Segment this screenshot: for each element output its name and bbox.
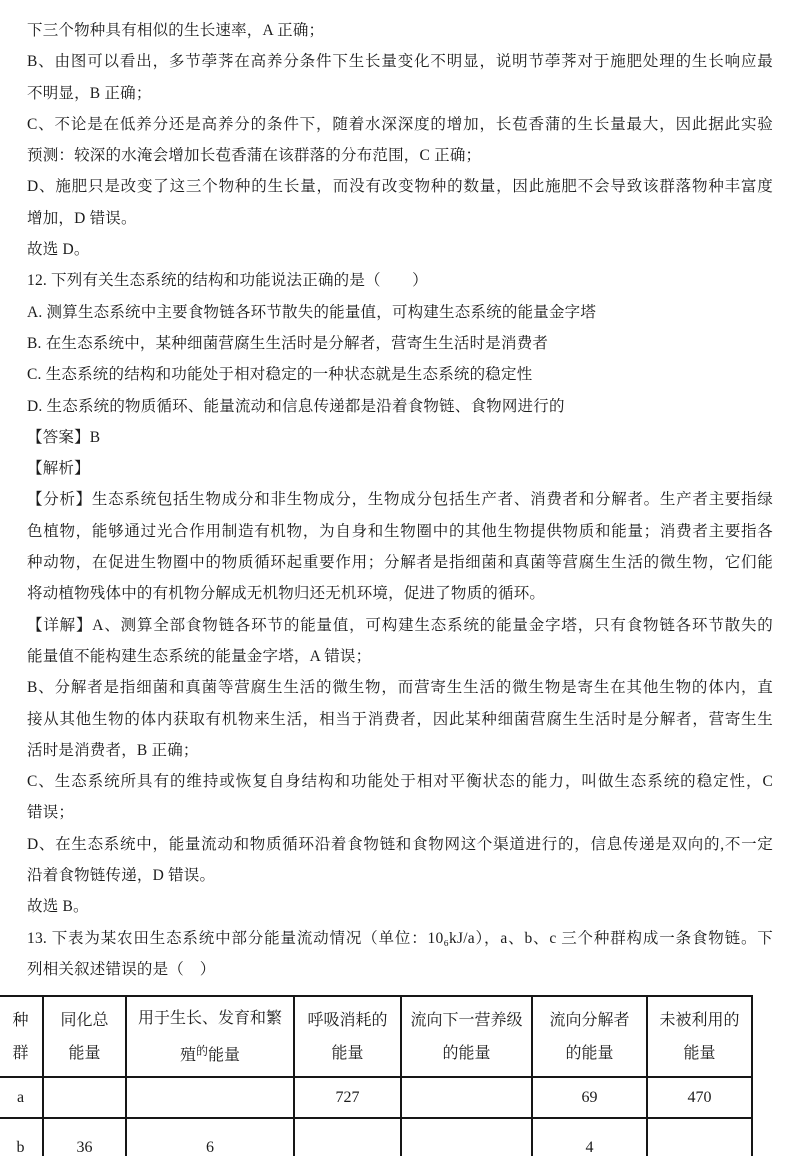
col-header-decomposer-energy <box>532 996 647 1077</box>
text-line: 增加，D 错误。 <box>27 209 137 227</box>
text-line: 能量值不能构建生态系统的能量金字塔，A 错误； <box>27 647 372 665</box>
text-line: B. 在生态系统中，某种细菌营腐生生活时是分解者，营寄生生活时是消费者 <box>27 334 549 352</box>
col-header-growth-energy <box>126 996 294 1077</box>
cell-b-unused <box>647 1118 752 1156</box>
header-text: 的能量 <box>565 1044 614 1062</box>
text-line: 色植物，能够通过光合作用制造有机物，为自身和生物圈中的其他生物提供物质和能量；消费者主要指各 <box>27 522 773 540</box>
text-line: 种动物，在促进生物圈中的物质循环起重要作用；分解者是指细菌和真菌等营腐生生活的微生物，它们能 <box>27 554 773 572</box>
cell-a-decomposer: 69 <box>532 1077 647 1118</box>
cell-species-b: b <box>0 1118 43 1156</box>
header-text-part: 能量 <box>208 1046 241 1064</box>
col-header-next-trophic-energy <box>401 996 532 1077</box>
header-text: 能量 <box>68 1044 101 1062</box>
header-text: 群 <box>12 1044 29 1062</box>
energy-flow-table <box>0 995 753 1156</box>
text-line: B、分解者是指细菌和真菌等营腐生生活的微生物，而营寄生生活的微生物是寄生在其他生物的体内，直 <box>27 679 773 697</box>
table-row-a <box>0 1077 752 1118</box>
text-line: 故选 B。 <box>27 898 89 916</box>
text-line: 12. 下列有关生态系统的结构和功能说法正确的是（ ） <box>27 272 428 290</box>
cell-b-growth: 6 <box>126 1118 294 1156</box>
cell-species-a: a <box>0 1077 43 1118</box>
cell-a-growth <box>126 1077 294 1118</box>
cell-b-respiration <box>294 1118 401 1156</box>
text-line: 【详解】A、测算全部食物链各环节的能量值，可构建生态系统的能量金字塔，只有食物链各环节散失的 <box>27 616 773 634</box>
text-line: C. 生态系统的结构和功能处于相对稳定的一种状态就是生态系统的稳定性 <box>27 366 533 384</box>
col-header-assimilated-energy <box>43 996 126 1077</box>
text-line: 【分析】生态系统包括生物成分和非生物成分，生物成分包括生产者、消费者和分解者。生产者主要指绿 <box>27 491 773 509</box>
text-line: A. 测算生态系统中主要食物链各环节散失的能量值，可构建生态系统的能量金字塔 <box>27 303 597 321</box>
header-text: 流向下一营养级 <box>410 1011 523 1029</box>
text-line: D. 生态系统的物质循环、能量流动和信息传递都是沿着食物链、食物网进行的 <box>27 397 565 415</box>
header-superscript-char: 的 <box>195 1043 208 1058</box>
text-line: C、不论是在低养分还是高养分的条件下，随着水深深度的增加，长苞香蒲的生长量最大，因此据此实验 <box>27 115 773 133</box>
header-text: 呼吸消耗的 <box>307 1011 388 1029</box>
text-line: 接从其他生物的体内获取有机物来生活，相当于消费者，因此某种细菌营腐生生活时是分解者，营寄生生 <box>27 710 773 728</box>
col-header-unused-energy <box>647 996 752 1077</box>
header-text: 未被利用的 <box>659 1011 740 1029</box>
col-header-respiration-energy <box>294 996 401 1077</box>
text-line: D、施肥只是改变了这三个物种的生长量，而没有改变物种的数量，因此施肥不会导致该群落物种丰富度 <box>27 178 773 196</box>
header-text: 用于生长、发育和繁 <box>137 1009 282 1027</box>
cell-a-assimilated <box>43 1077 126 1118</box>
header-text: 同化总 <box>60 1011 109 1029</box>
text-line: 沿着食物链传递，D 错误。 <box>27 867 216 885</box>
header-text: 的能量 <box>442 1044 491 1062</box>
text-line: 将动植物残体中的有机物分解成无机物归还无机环境，促进了物质的循环。 <box>27 585 546 603</box>
text-line: 列相关叙述错误的是（ ） <box>27 960 216 978</box>
cell-a-respiration: 727 <box>294 1077 401 1118</box>
header-text-part: 殖 <box>179 1046 196 1064</box>
cell-a-next-trophic <box>401 1077 532 1118</box>
header-text: 能量 <box>683 1044 716 1062</box>
cell-b-assimilated: 36 <box>43 1118 126 1156</box>
text-line: 故选 D。 <box>27 241 90 259</box>
table-row-b <box>0 1118 752 1156</box>
cell-b-next-trophic <box>401 1118 532 1156</box>
text-line: C、生态系统所具有的维持或恢复自身结构和功能处于相对平衡状态的能力，叫做生态系统的稳定性，C <box>27 773 773 791</box>
text-line: 13. 下表为某农田生态系统中部分能量流动情况（单位：10₆kJ/a），a、b、c 三个种群构成一条食物链。下 <box>27 929 773 947</box>
header-text: 种 <box>12 1011 29 1029</box>
text-line: 预测：较深的水淹会增加长苞香蒲在该群落的分布范围，C 正确； <box>27 147 482 165</box>
text-line: 【解析】 <box>27 460 90 478</box>
text-line: 错误； <box>27 804 75 822</box>
header-text: 能量 <box>331 1044 364 1062</box>
cell-b-decomposer: 4 <box>532 1118 647 1156</box>
text-line: 【答案】B <box>27 428 101 446</box>
text-line: B、由图可以看出，多节荸荠在高养分条件下生长量变化不明显，说明节荸荠对于施肥处理的生长响应最 <box>27 53 773 71</box>
text-line: 不明显，B 正确； <box>27 84 152 102</box>
table-header-row <box>0 996 752 1077</box>
header-text <box>129 1035 291 1072</box>
col-header-species <box>0 996 43 1077</box>
cell-a-unused: 470 <box>647 1077 752 1118</box>
text-line: 活时是消费者，B 正确； <box>27 741 199 759</box>
text-line: D、在生态系统中，能量流动和物质循环沿着食物链和食物网这个渠道进行的，信息传递是双向的,不一定 <box>27 835 773 853</box>
text-line: 下三个物种具有相似的生长速率，A 正确； <box>27 22 325 39</box>
header-text: 流向分解者 <box>549 1011 630 1029</box>
